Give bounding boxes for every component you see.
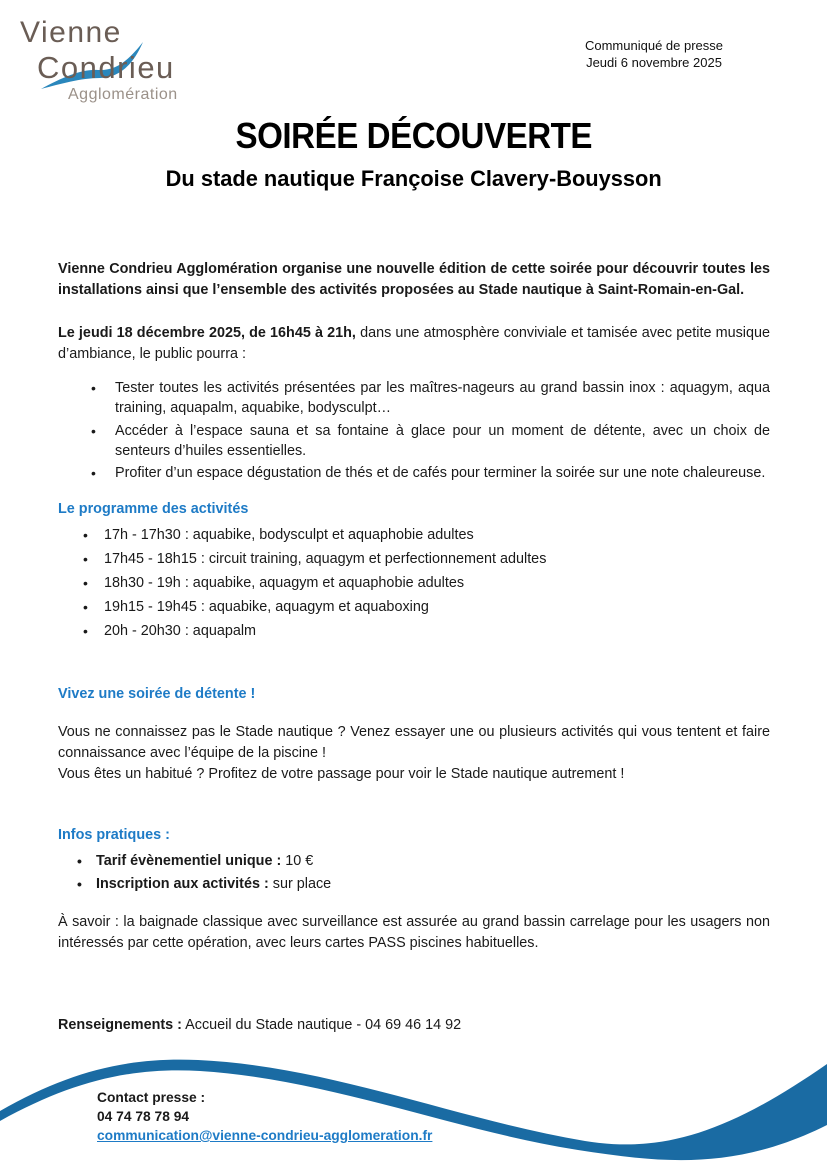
contact-phone: 04 74 78 78 94 (97, 1109, 190, 1124)
list-item: • 20h - 20h30 : aquapalm (58, 622, 770, 642)
footer-contact-block (97, 1088, 432, 1145)
list-item: • Accéder à l’espace sauna et sa fontaine à glace pour un moment de détente, avec un choix de senteurs d’huiles essentielles. (58, 422, 770, 462)
intro-paragraph: Vienne Condrieu Agglomération organise une nouvelle édition de cette soirée pour découvrir toutes les installations ainsi que l’ensemble des activités proposées au Stade nautique à Saint-Romain-en-Gal. (58, 261, 770, 299)
relax-paragraphs (58, 722, 770, 785)
contact-email-link[interactable]: communication@vienne-condrieu-agglomeration.fr (97, 1128, 433, 1143)
event-date-bold: Le jeudi 18 décembre 2025, de 16h45 à 21h, (58, 324, 356, 341)
note-paragraph: À savoir : la baignade classique avec surveillance est assurée au grand bassin carrelage pour les usagers non intéressés par cette opération, avec leurs cartes PASS piscines habituelles. (58, 913, 770, 951)
list-item: • 17h - 17h30 : aquabike, bodysculpt et aquaphobie adultes (58, 526, 770, 546)
list-item: • Profiter d’un espace dégustation de thés et de cafés pour terminer la soirée sur une note chaleureuse. (58, 464, 770, 484)
info-label: Tarif évènementiel unique : (96, 852, 282, 869)
info-value: 10 € (281, 852, 314, 869)
event-date-rest: dans une atmosphère conviviale et tamisée avec petite musique d’ambiance, le public pourra : (58, 324, 770, 362)
event-activities-list (58, 379, 770, 484)
logo-text-vienne: Vienne (20, 16, 122, 49)
list-item (58, 852, 770, 872)
press-release-label: Communiqué de presse (584, 38, 724, 53)
list-item: • Tester toutes les activités présentées par les maîtres-nageurs au grand bassin inox : aquagym, aqua training, aquapalm, aquabike, bodysculpt… (58, 379, 770, 419)
contact-press-label: Contact presse : (97, 1090, 206, 1105)
renseignements-value: Accueil du Stade nautique - 04 69 46 14 92 (181, 1017, 462, 1033)
relax-heading: Vivez une soirée de détente ! (58, 685, 256, 702)
list-item: • 17h45 - 18h15 : circuit training, aquagym et perfectionnement adultes (58, 550, 770, 570)
relax-paragraph-2: Vous êtes un habitué ? Profitez de votre passage pour voir le Stade nautique autrement ! (58, 765, 625, 782)
infos-heading: Infos pratiques : (58, 826, 170, 843)
program-list (58, 526, 770, 641)
program-heading: Le programme des activités (58, 501, 249, 518)
info-label: Inscription aux activités : (96, 875, 269, 892)
relax-paragraph-1: Vous ne connaissez pas le Stade nautique ? Venez essayer une ou plusieurs activités qui vous tentent et faire connaissance avec l’équipe de la piscine ! (58, 723, 770, 761)
logo-text-agglomeration: Agglomération (68, 86, 178, 103)
logo-text-condrieu: Condrieu (37, 50, 175, 85)
document-title: SOIRÉE DÉCOUVERTE (235, 115, 593, 156)
document-subtitle: Du stade nautique Françoise Clavery-Bouysson (165, 165, 663, 191)
info-value: sur place (268, 875, 332, 892)
list-item: • 18h30 - 19h : aquabike, aquagym et aquaphobie adultes (58, 574, 770, 594)
list-item (58, 875, 770, 895)
list-item: • 19h15 - 19h45 : aquabike, aquagym et aquaboxing (58, 598, 770, 618)
infos-list (58, 852, 770, 895)
press-release-date: Jeudi 6 novembre 2025 (586, 55, 722, 70)
renseignements-label: Renseignements : (58, 1017, 182, 1033)
renseignements-line (58, 1017, 461, 1033)
event-paragraph (58, 323, 770, 365)
